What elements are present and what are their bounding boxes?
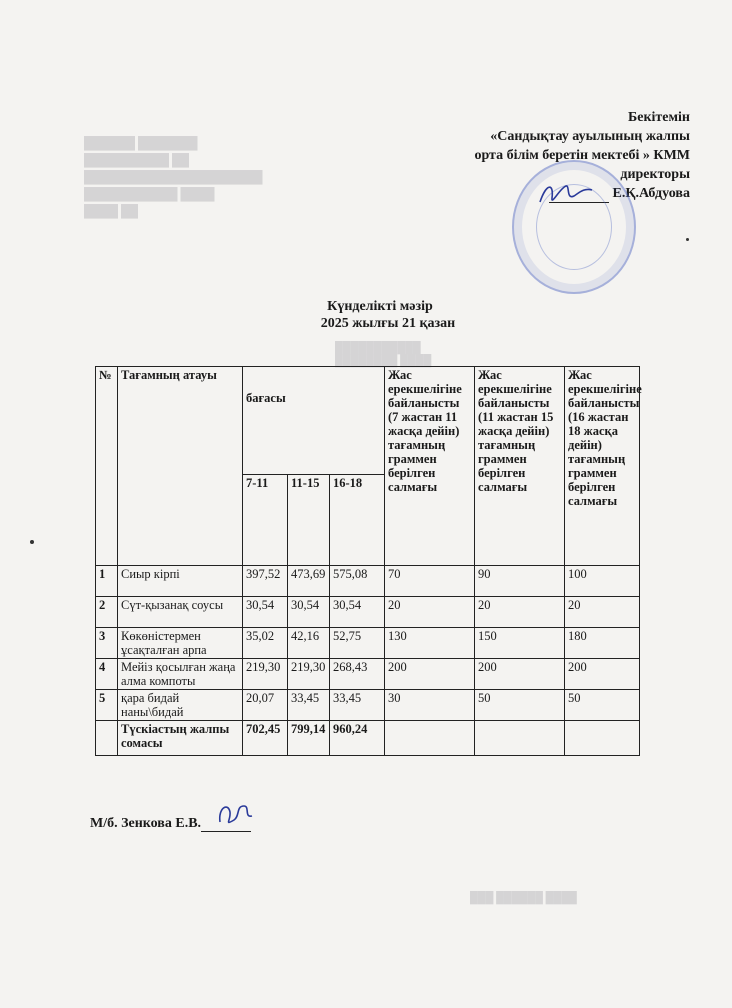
price-7-11: 20,07 <box>243 690 288 721</box>
menu-title <box>0 298 732 332</box>
menu-date: 2025 жылғы 21 қазан <box>320 316 456 331</box>
weight-16-18: 20 <box>565 597 640 628</box>
price-11-15: 33,45 <box>288 690 330 721</box>
total-empty-cell <box>475 721 565 756</box>
menu-title-main: Күнделікті мәзір <box>327 299 433 314</box>
row-number: 3 <box>96 628 118 659</box>
price-7-11: 30,54 <box>243 597 288 628</box>
table-row <box>96 690 640 721</box>
price-16-18: 52,75 <box>330 628 385 659</box>
footer-name: М/б. Зенкова Е.В. <box>90 816 202 831</box>
approval-heading: Бекітемін <box>627 110 690 125</box>
table-row <box>96 628 640 659</box>
row-number: 4 <box>96 659 118 690</box>
row-number: 2 <box>96 597 118 628</box>
table-row <box>96 659 640 690</box>
footer-signature-line <box>201 831 251 832</box>
col-age2-header: Жас ерекшелігіне байланысты (11 жастан 15 жасқа дейін) тағамның граммен берілген салмағы <box>475 367 565 566</box>
dish-name: Мейіз қосылған жаңа алма компоты <box>118 659 243 690</box>
weight-16-18: 200 <box>565 659 640 690</box>
col-age1-header: Жас ерекшелігіне байланысты (7 жастан 11 жасқа дейін) тағамның граммен берілген салмағы <box>385 367 475 566</box>
weight-16-18: 100 <box>565 566 640 597</box>
col-price-7-11: 7-11 <box>243 475 288 566</box>
scan-speck <box>30 540 34 544</box>
approval-name: Е.Қ.Абдуова <box>612 186 690 201</box>
total-7-11: 702,45 <box>243 721 288 756</box>
price-11-15: 473,69 <box>288 566 330 597</box>
header-row <box>96 367 640 475</box>
col-number-header: № <box>96 367 118 566</box>
menu-table <box>95 366 640 756</box>
director-signature <box>536 178 596 208</box>
total-empty-cell <box>565 721 640 756</box>
weight-11-15: 150 <box>475 628 565 659</box>
weight-16-18: 50 <box>565 690 640 721</box>
dish-name: Көкөністермен ұсақталған арпа <box>118 628 243 659</box>
col-age3-header: Жас ерекшелігіне байланысты (16 жастан 18 жасқа дейін) тағамның граммен берілген салмағы <box>565 367 640 566</box>
dish-name: қара бидай наны\бидай <box>118 690 243 721</box>
weight-11-15: 90 <box>475 566 565 597</box>
weight-7-11: 200 <box>385 659 475 690</box>
dish-name: Сиыр кірпі <box>118 566 243 597</box>
total-16-18: 960,24 <box>330 721 385 756</box>
approval-position: директоры <box>620 167 690 182</box>
price-16-18: 268,43 <box>330 659 385 690</box>
bleed-through-text: ███████████ ████████ ████ <box>335 342 432 367</box>
table-row <box>96 597 640 628</box>
weight-11-15: 20 <box>475 597 565 628</box>
weight-7-11: 130 <box>385 628 475 659</box>
col-price-16-18: 16-18 <box>330 475 385 566</box>
price-16-18: 575,08 <box>330 566 385 597</box>
total-empty-cell <box>96 721 118 756</box>
total-11-15: 799,14 <box>288 721 330 756</box>
col-price-11-15: 11-15 <box>288 475 330 566</box>
weight-7-11: 20 <box>385 597 475 628</box>
price-11-15: 42,16 <box>288 628 330 659</box>
price-11-15: 30,54 <box>288 597 330 628</box>
col-dish-header: Тағамның атауы <box>118 367 243 566</box>
weight-11-15: 200 <box>475 659 565 690</box>
price-7-11: 397,52 <box>243 566 288 597</box>
col-price-header: бағасы <box>243 367 385 475</box>
total-row <box>96 721 640 756</box>
total-label: Түскіастың жалпы сомасы <box>118 721 243 756</box>
price-16-18: 33,45 <box>330 690 385 721</box>
scan-speck <box>686 238 689 241</box>
weight-11-15: 50 <box>475 690 565 721</box>
weight-16-18: 180 <box>565 628 640 659</box>
row-number: 5 <box>96 690 118 721</box>
price-11-15: 219,30 <box>288 659 330 690</box>
bleed-through-text: ██████ ███████ ██████████ ██ █████████████████████ ███████████ ████ ████ ██ <box>84 136 263 218</box>
total-empty-cell <box>385 721 475 756</box>
price-7-11: 35,02 <box>243 628 288 659</box>
weight-7-11: 30 <box>385 690 475 721</box>
price-7-11: 219,30 <box>243 659 288 690</box>
row-number: 1 <box>96 566 118 597</box>
approval-school-cont: орта білім беретін мектебі » КММ <box>474 148 690 163</box>
price-16-18: 30,54 <box>330 597 385 628</box>
weight-7-11: 70 <box>385 566 475 597</box>
bleed-through-text: ███ ██████ ████ <box>470 892 577 904</box>
table-row <box>96 566 640 597</box>
nurse-signature <box>214 800 256 830</box>
dish-name: Сүт-қызанақ соусы <box>118 597 243 628</box>
approval-school: «Сандықтау ауылының жалпы <box>490 129 690 144</box>
